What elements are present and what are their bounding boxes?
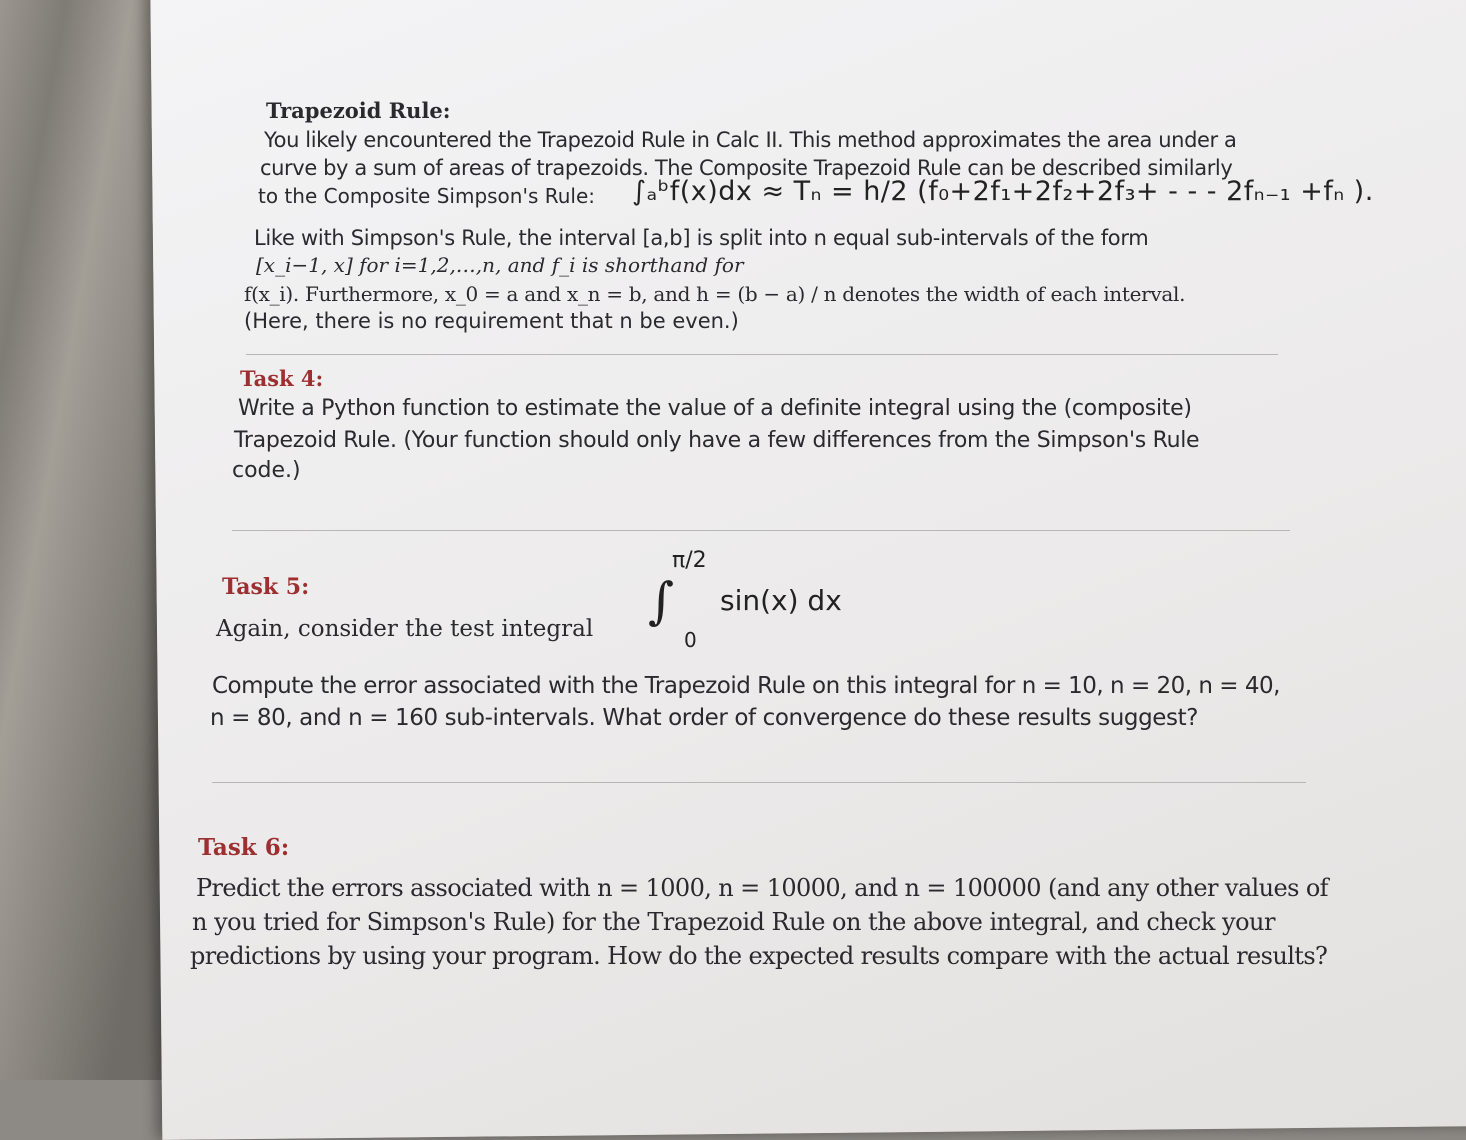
- task6-text-line2: n you tried for Simpson's Rule) for the Trapezoid Rule on the above integral, and check your: [192, 908, 1275, 936]
- task4-text-line2: Trapezoid Rule. (Your function should only have a few differences from the Simpson's Rule: [234, 428, 1200, 453]
- task6-heading: Task 6:: [198, 834, 290, 861]
- handwritten-integral-upper-limit: π/2: [672, 548, 707, 573]
- task4-text-line3: code.): [232, 458, 301, 483]
- task5-text-line1: Compute the error associated with the Trapezoid Rule on this integral for n = 10, n = 20, n = 40,: [212, 673, 1280, 699]
- trapezoid-text-line7: (Here, there is no requirement that n be even.): [244, 309, 739, 333]
- trapezoid-text-line6: f(x_i). Furthermore, x_0 = a and x_n = b, and h = (b − a) / n denotes the width of each interval.: [244, 282, 1186, 306]
- task5-heading: Task 5:: [222, 574, 310, 600]
- task6-text-line3: predictions by using your program. How do the expected results compare with the actual results?: [190, 942, 1328, 970]
- trapezoid-text-line5: [x_i−1, x] for i=1,2,…,n, and f_i is shorthand for: [256, 253, 744, 277]
- trapezoid-heading: Trapezoid Rule:: [266, 98, 451, 123]
- task4-heading: Task 4:: [240, 366, 324, 391]
- handwritten-integrand: sin(x) dx: [720, 584, 842, 617]
- trapezoid-text-line2: curve by a sum of areas of trapezoids. The Composite Trapezoid Rule can be described similarly: [260, 156, 1233, 180]
- divider-1: [246, 354, 1278, 355]
- handwritten-trapezoid-formula: ∫ₐᵇf(x)dx ≈ Tₙ = h/2 (f₀+2f₁+2f₂+2f₃+ - - - 2fₙ₋₁ +fₙ ).: [632, 176, 1374, 207]
- handwritten-integral-sign: ∫: [648, 572, 675, 630]
- task5-text-line2: n = 80, and n = 160 sub-intervals. What order of convergence do these results suggest?: [210, 705, 1199, 731]
- trapezoid-text-line4: Like with Simpson's Rule, the interval [a,b] is split into n equal sub-intervals of the form: [254, 226, 1149, 250]
- task6-text-line1: Predict the errors associated with n = 1000, n = 10000, and n = 100000 (and any other values of: [196, 874, 1328, 902]
- task4-text-line1: Write a Python function to estimate the value of a definite integral using the (composite): [238, 396, 1192, 421]
- trapezoid-text-line1: You likely encountered the Trapezoid Rule in Calc II. This method approximates the area under a: [264, 128, 1237, 152]
- task5-intro: Again, consider the test integral: [216, 616, 594, 642]
- handwritten-integral-lower-limit: 0: [684, 628, 697, 652]
- divider-2: [232, 530, 1290, 531]
- trapezoid-text-line3: to the Composite Simpson's Rule:: [258, 184, 596, 208]
- divider-3: [212, 782, 1306, 783]
